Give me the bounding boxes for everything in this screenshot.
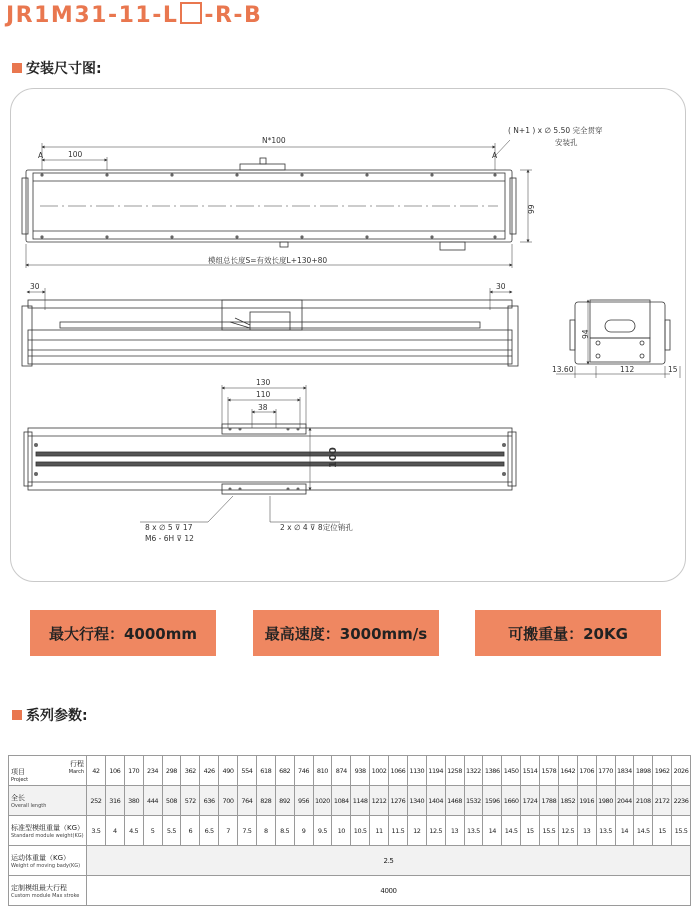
pin-note: 2 x ∅ 4 ⊽ 8定位销孔 (280, 523, 353, 532)
dim-n100: N*100 (262, 136, 286, 145)
weight-cell: 15.5 (540, 816, 559, 846)
stroke-cell: 2026 (672, 756, 691, 786)
dim-13-60: 13.60 (552, 365, 574, 374)
weight-cell: 5.5 (162, 816, 181, 846)
weight-cell: 12.5 (426, 816, 445, 846)
overall-cell: 252 (87, 786, 106, 816)
dim-100-vertical: 100 (328, 447, 339, 468)
overall-cell: 380 (124, 786, 143, 816)
stroke-cell: 106 (105, 756, 124, 786)
weight-cell: 11.5 (389, 816, 408, 846)
screw-note: 8 x ∅ 5 ⊽ 17 (145, 523, 193, 532)
weight-cell: 12.5 (558, 816, 577, 846)
weight-cell: 10 (332, 816, 351, 846)
hole-note-2: 安装孔 (555, 138, 578, 147)
weight-cell: 7 (219, 816, 238, 846)
square-bullet-icon (12, 710, 22, 720)
overall-cell: 764 (238, 786, 257, 816)
overall-cell: 636 (200, 786, 219, 816)
table-row-weight (9, 816, 691, 846)
overall-cell: 1596 (483, 786, 502, 816)
overall-cell: 2044 (615, 786, 634, 816)
weight-cell: 3.5 (87, 816, 106, 846)
dim-94: 94 (581, 329, 590, 339)
table-row-custom (9, 876, 691, 906)
overall-cell: 316 (105, 786, 124, 816)
moving-value: 2.5 (87, 846, 691, 876)
section-a-right: A (492, 151, 498, 160)
stroke-cell: 426 (200, 756, 219, 786)
overall-cell: 1148 (351, 786, 370, 816)
overall-cell: 2236 (672, 786, 691, 816)
stroke-cell: 1066 (389, 756, 408, 786)
stroke-cell: 1130 (407, 756, 426, 786)
overall-cell: 1724 (521, 786, 540, 816)
dim-130: 130 (256, 378, 271, 387)
table-row-stroke (9, 756, 691, 786)
stroke-cell: 1386 (483, 756, 502, 786)
dim-100: 100 (68, 150, 83, 159)
weight-cell: 14.5 (634, 816, 653, 846)
weight-cell: 12 (407, 816, 426, 846)
overall-cell: 1916 (577, 786, 596, 816)
overall-cell: 2108 (634, 786, 653, 816)
table-row-moving (9, 846, 691, 876)
dim-110: 110 (256, 390, 271, 399)
overall-cell: 1212 (370, 786, 389, 816)
overall-cell: 508 (162, 786, 181, 816)
stroke-cell: 490 (219, 756, 238, 786)
stroke-cell: 1002 (370, 756, 389, 786)
custom-value: 4000 (87, 876, 691, 906)
overall-cell: 1852 (558, 786, 577, 816)
weight-cell: 13.5 (596, 816, 615, 846)
weight-cell: 8 (256, 816, 275, 846)
overall-cell: 1340 (407, 786, 426, 816)
stroke-cell: 1770 (596, 756, 615, 786)
dim-15: 15 (668, 365, 678, 374)
weight-cell: 9 (294, 816, 313, 846)
stroke-cell: 874 (332, 756, 351, 786)
overall-cell: 892 (275, 786, 294, 816)
hole-note: ( N+1 ) x ∅ 5.50 完全贯穿 (508, 126, 603, 135)
overall-cell: 2172 (653, 786, 672, 816)
total-length-note: 模组总长度S=有效长度L+130+80 (208, 256, 328, 265)
weight-cell: 8.5 (275, 816, 294, 846)
overall-cell: 700 (219, 786, 238, 816)
dim-30-left: 30 (30, 282, 40, 291)
section-install-heading: 安装尺寸图: (12, 58, 102, 78)
overall-cell: 956 (294, 786, 313, 816)
stroke-cell: 1450 (502, 756, 521, 786)
weight-cell: 13 (445, 816, 464, 846)
overall-cell: 1660 (502, 786, 521, 816)
stroke-cell: 810 (313, 756, 332, 786)
stroke-cell: 234 (143, 756, 162, 786)
section-params-heading: 系列参数: (12, 705, 88, 725)
weight-cell: 5 (143, 816, 162, 846)
stroke-cell: 746 (294, 756, 313, 786)
stroke-cell: 1194 (426, 756, 445, 786)
weight-label: 标准型模组重量（KG） Standard module weight(KG) (9, 816, 87, 846)
weight-cell: 10.5 (351, 816, 370, 846)
dim-112: 112 (620, 365, 635, 374)
screw-note-2: M6 - 6H ⊽ 12 (145, 534, 194, 543)
section-a-left: A (38, 151, 44, 160)
table-row-overall (9, 786, 691, 816)
spec-payload: 可搬重量：20KG (475, 610, 661, 656)
overall-cell: 1532 (464, 786, 483, 816)
stroke-cell: 682 (275, 756, 294, 786)
stroke-cell: 1258 (445, 756, 464, 786)
overall-cell: 1084 (332, 786, 351, 816)
weight-cell: 15 (521, 816, 540, 846)
weight-cell: 6.5 (200, 816, 219, 846)
stroke-cell: 1578 (540, 756, 559, 786)
weight-cell: 7.5 (238, 816, 257, 846)
stroke-cell: 362 (181, 756, 200, 786)
weight-cell: 6 (181, 816, 200, 846)
stroke-cell: 554 (238, 756, 257, 786)
weight-cell: 14 (615, 816, 634, 846)
dim-30-right: 30 (496, 282, 506, 291)
overall-cell: 1980 (596, 786, 615, 816)
overall-cell: 444 (143, 786, 162, 816)
overall-label: 全长 Overall length (9, 786, 87, 816)
corner-cell: 行程 March 项目 Project (9, 756, 87, 786)
stroke-cell: 1898 (634, 756, 653, 786)
overall-cell: 828 (256, 786, 275, 816)
overall-cell: 1276 (389, 786, 408, 816)
weight-cell: 13 (577, 816, 596, 846)
weight-cell: 14.5 (502, 816, 521, 846)
stroke-cell: 42 (87, 756, 106, 786)
moving-label: 运动体重量（KG） Weight of moving bady(KG) (9, 846, 87, 876)
stroke-cell: 1322 (464, 756, 483, 786)
overall-cell: 1788 (540, 786, 559, 816)
spec-max-speed: 最高速度：3000mm/s (253, 610, 439, 656)
dim-99: 99 (527, 204, 536, 214)
stroke-cell: 1834 (615, 756, 634, 786)
stroke-cell: 1514 (521, 756, 540, 786)
params-table (8, 755, 691, 906)
stroke-cell: 1962 (653, 756, 672, 786)
overall-cell: 572 (181, 786, 200, 816)
weight-cell: 15 (653, 816, 672, 846)
weight-cell: 11 (370, 816, 389, 846)
weight-cell: 15.5 (672, 816, 691, 846)
weight-cell: 13.5 (464, 816, 483, 846)
stroke-cell: 170 (124, 756, 143, 786)
weight-cell: 14 (483, 816, 502, 846)
stroke-cell: 1706 (577, 756, 596, 786)
overall-cell: 1404 (426, 786, 445, 816)
custom-label: 定制模组最大行程 Custom module Max stroke (9, 876, 87, 906)
overall-cell: 1468 (445, 786, 464, 816)
stroke-cell: 938 (351, 756, 370, 786)
overall-cell: 1020 (313, 786, 332, 816)
stroke-cell: 1642 (558, 756, 577, 786)
stroke-cell: 298 (162, 756, 181, 786)
weight-cell: 9.5 (313, 816, 332, 846)
stroke-cell: 618 (256, 756, 275, 786)
spec-max-stroke: 最大行程：4000mm (30, 610, 216, 656)
weight-cell: 4 (105, 816, 124, 846)
dim-38: 38 (258, 403, 268, 412)
weight-cell: 4.5 (124, 816, 143, 846)
page-title: JR1M31-11-L -R-B (6, 3, 263, 28)
